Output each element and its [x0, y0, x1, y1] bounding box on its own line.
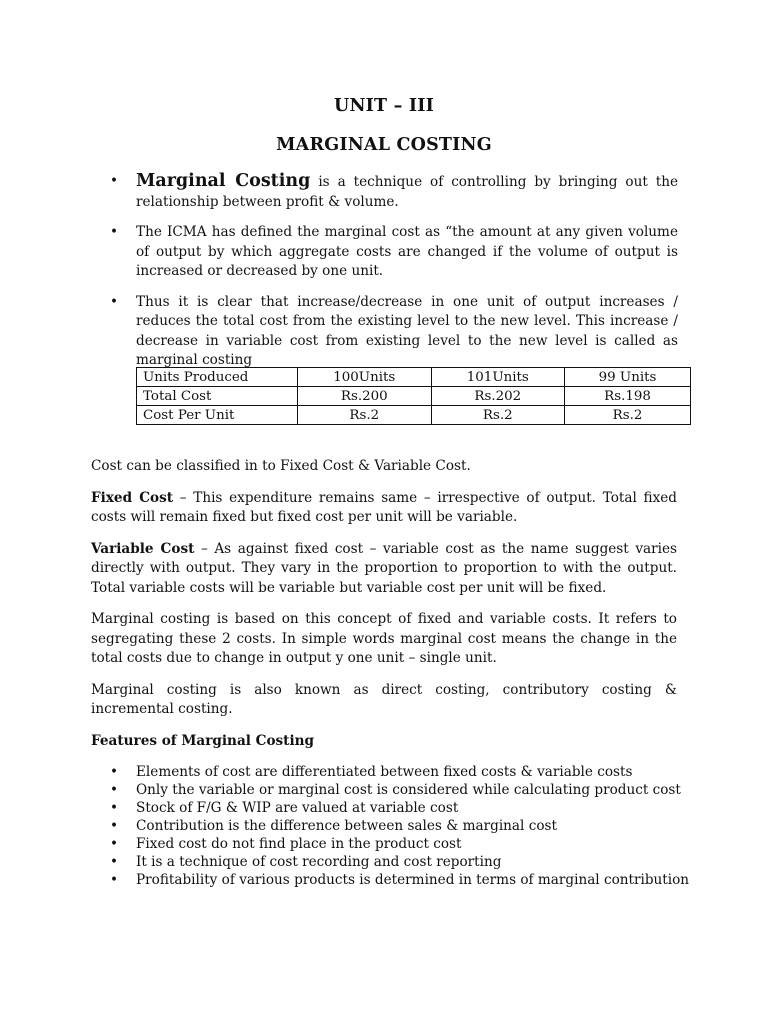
aka-paragraph: Marginal costing is also known as direct costing, contributory costing & incremental costing.: [91, 681, 677, 717]
bullet-icon: •: [110, 293, 119, 310]
term-label: Marginal Costing: [136, 171, 311, 191]
fixed-cost-paragraph: [91, 489, 677, 528]
bullet-icon: •: [110, 818, 119, 834]
table-cell: Rs.2: [298, 406, 432, 425]
variable-cost-label: Variable Cost: [91, 540, 195, 557]
bullet-icon: •: [110, 854, 119, 870]
fixed-cost-text: – This expenditure remains same – irrespective of output. Total fixed costs will remain fixed but fixed cost per unit will be variable.: [91, 489, 678, 525]
table-row: [137, 387, 691, 406]
table-cell: Total Cost: [137, 387, 298, 406]
page-title: MARGINAL COSTING: [276, 135, 492, 155]
table-cell: Units Produced: [137, 368, 298, 387]
table-row: [137, 406, 691, 425]
list-item-text: Fixed cost do not find place in the product cost: [136, 836, 462, 852]
list-item-text: Profitability of various products is determined in terms of marginal contribution: [136, 872, 690, 888]
list-item: [108, 871, 698, 889]
list-item: [108, 223, 678, 282]
bullet-icon: •: [110, 764, 119, 780]
list-item: [108, 853, 698, 871]
table-cell: Rs.198: [565, 387, 691, 406]
bullet-icon: •: [110, 800, 119, 816]
list-item: [108, 781, 698, 799]
concept-paragraph: Marginal costing is based on this concept of fixed and variable costs. It refers to segregating these 2 costs. In simple words marginal cost means the change in the total costs due to change in output y one unit – single unit.: [91, 611, 677, 666]
list-item-text: Elements of cost are differentiated between fixed costs & variable costs: [136, 764, 633, 780]
list-item: [108, 293, 678, 371]
table-cell: 101Units: [431, 368, 565, 387]
bullet-icon: •: [110, 836, 119, 852]
list-item-text: The ICMA has defined the marginal cost as “the amount at any given volume of output by which aggregate costs are changed if the volume of output is increased or decreased by one unit.: [136, 224, 678, 279]
bullet-icon: •: [110, 782, 119, 798]
body-text: [91, 457, 677, 763]
list-item: [108, 835, 698, 853]
list-item-text: Thus it is clear that increase/decrease in one unit of output increases / reduces the total cost from the existing level to the new level. This increase / decrease in variable cost from existing level to the new level is called as marginal costing: [136, 293, 678, 368]
list-item: [108, 817, 698, 835]
table-cell: Rs.2: [565, 406, 691, 425]
unit-title: UNIT – III: [334, 96, 434, 116]
list-item: [108, 799, 698, 817]
table-cell: Rs.2: [431, 406, 565, 425]
features-list: [108, 763, 698, 889]
list-item-text: Contribution is the difference between sales & marginal cost: [136, 818, 557, 834]
list-item: [108, 172, 678, 212]
list-item-text: It is a technique of cost recording and cost reporting: [136, 854, 502, 870]
intro-bullet-list: [108, 172, 678, 382]
table-cell: 100Units: [298, 368, 432, 387]
list-item: [108, 763, 698, 781]
table-cell: 99 Units: [565, 368, 691, 387]
bullet-icon: •: [110, 224, 119, 240]
variable-cost-paragraph: [91, 540, 677, 599]
table-row: [137, 368, 691, 387]
bullet-icon: •: [110, 173, 119, 189]
table-cell: Cost Per Unit: [137, 406, 298, 425]
cost-table: [136, 367, 691, 425]
features-heading: Features of Marginal Costing: [91, 732, 315, 749]
table-cell: Rs.202: [431, 387, 565, 406]
list-item-text: is a technique of controlling by bringing out the relationship between profit & volume.: [136, 174, 678, 210]
bullet-icon: •: [110, 872, 119, 888]
list-item-text: Only the variable or marginal cost is considered while calculating product cost: [136, 782, 681, 798]
variable-cost-text: – As against fixed cost – variable cost as the name suggest varies directly with output. They vary in the proportion to proportion to with the output. Total variable costs will be variable but variable cost per unit will be fixed.: [91, 540, 677, 596]
fixed-cost-label: Fixed Cost: [91, 489, 174, 506]
classification-paragraph: Cost can be classified in to Fixed Cost & Variable Cost.: [91, 458, 471, 474]
list-item-text: Stock of F/G & WIP are valued at variable cost: [136, 800, 459, 816]
table-cell: Rs.200: [298, 387, 432, 406]
